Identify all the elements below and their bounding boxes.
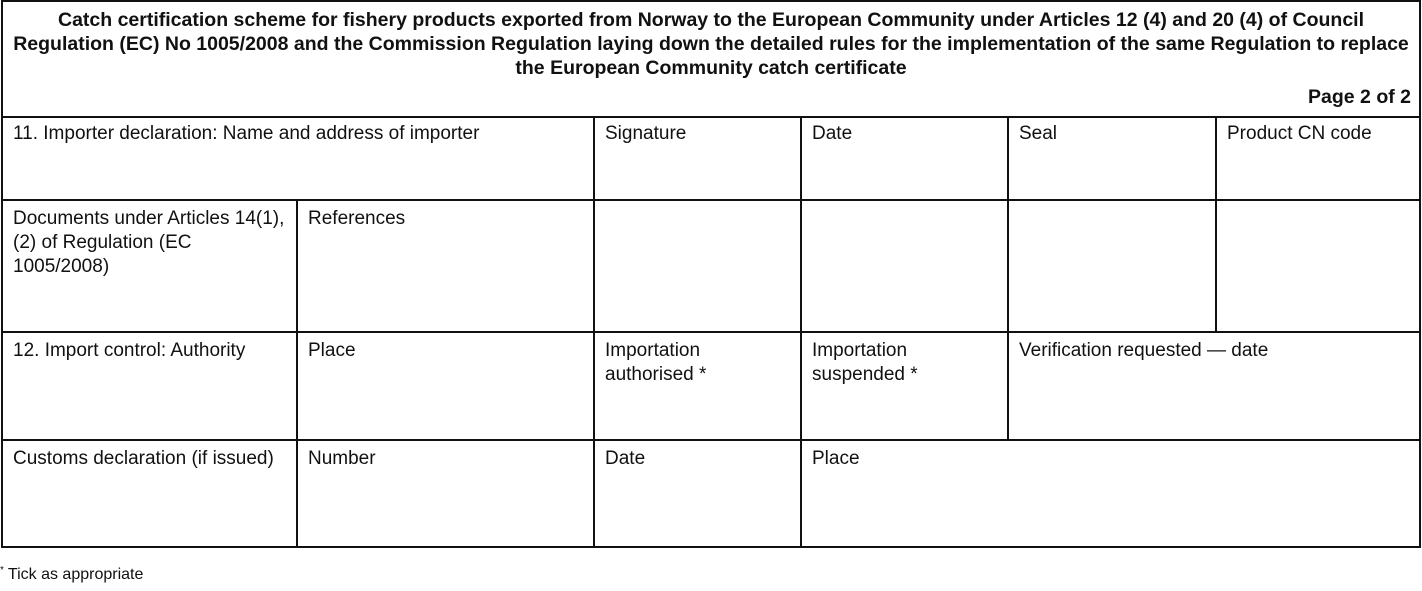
importation-authorised-checkbox[interactable]: Importation authorised * xyxy=(605,340,707,385)
form-title: Catch certification scheme for fishery products exported from Norway to the European Community under Articles 12 (4) and 20 (4) of Council Regulation (EC) No 1005/2008 and the Commission Regulation laying down the detailed rules for the implementation of the same Regulation to replace the European Community catch certificate xyxy=(13,9,1409,79)
page-number: Page 2 of 2 xyxy=(1308,86,1411,108)
blank-cell[interactable] xyxy=(1217,201,1419,331)
customs-date-field[interactable]: Date xyxy=(605,448,646,469)
form-header xyxy=(3,2,1419,118)
import-control-place-field[interactable]: Place xyxy=(308,340,356,361)
documents-label: Documents under Articles 14(1), (2) of Regulation (EC 1005/2008) xyxy=(13,208,285,277)
signature-field[interactable]: Signature xyxy=(605,123,687,144)
customs-declaration-label: Customs declaration (if issued) xyxy=(13,448,274,469)
footnote-marker: * xyxy=(0,565,4,576)
footnote xyxy=(0,561,143,585)
footnote-text: Tick as appropriate xyxy=(7,566,144,583)
import-control-authority-field[interactable]: 12. Import control: Authority xyxy=(13,340,246,361)
product-cn-code-field[interactable]: Product CN code xyxy=(1227,123,1372,144)
blank-cell[interactable] xyxy=(802,201,1007,331)
customs-place-field[interactable]: Place xyxy=(812,448,860,469)
references-field[interactable]: References xyxy=(308,208,406,229)
importation-suspended-checkbox[interactable]: Importation suspended * xyxy=(812,340,918,385)
importer-declaration-field[interactable]: 11. Importer declaration: Name and address of importer xyxy=(13,123,480,144)
verification-requested-date-field[interactable]: Verification requested — date xyxy=(1019,340,1269,361)
date-field[interactable]: Date xyxy=(812,123,853,144)
catch-certificate-form xyxy=(1,0,1421,548)
blank-cell[interactable] xyxy=(595,201,800,331)
blank-cell[interactable] xyxy=(1009,201,1215,331)
customs-number-field[interactable]: Number xyxy=(308,448,376,469)
seal-field[interactable]: Seal xyxy=(1019,123,1058,144)
